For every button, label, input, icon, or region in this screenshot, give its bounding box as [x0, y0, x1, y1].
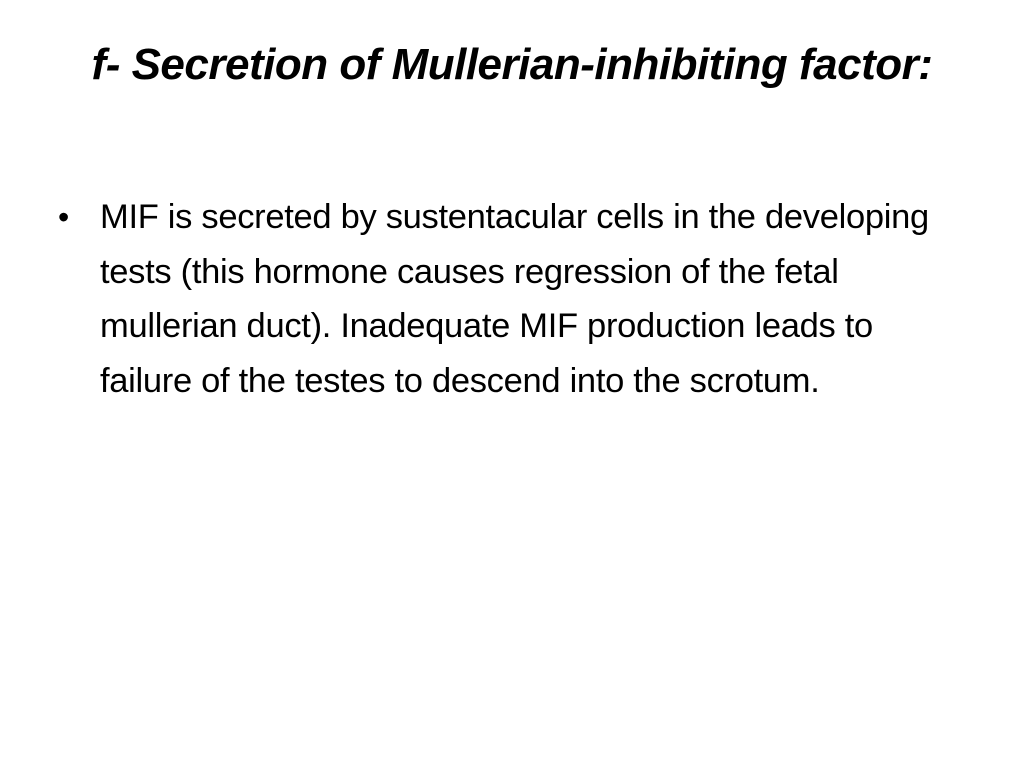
bullet-marker: •	[58, 199, 69, 235]
bullet-text: MIF is secreted by sustentacular cells in the developing tests (this hormone causes regression of the fetal mullerian duct). Inadequate MIF production leads to failure of the testes to descend into the scrotum.	[100, 198, 929, 400]
bullet-item	[56, 190, 966, 408]
bullet-list	[56, 190, 966, 408]
slide-title: f- Secretion of Mullerian-inhibiting factor:	[91, 40, 933, 89]
